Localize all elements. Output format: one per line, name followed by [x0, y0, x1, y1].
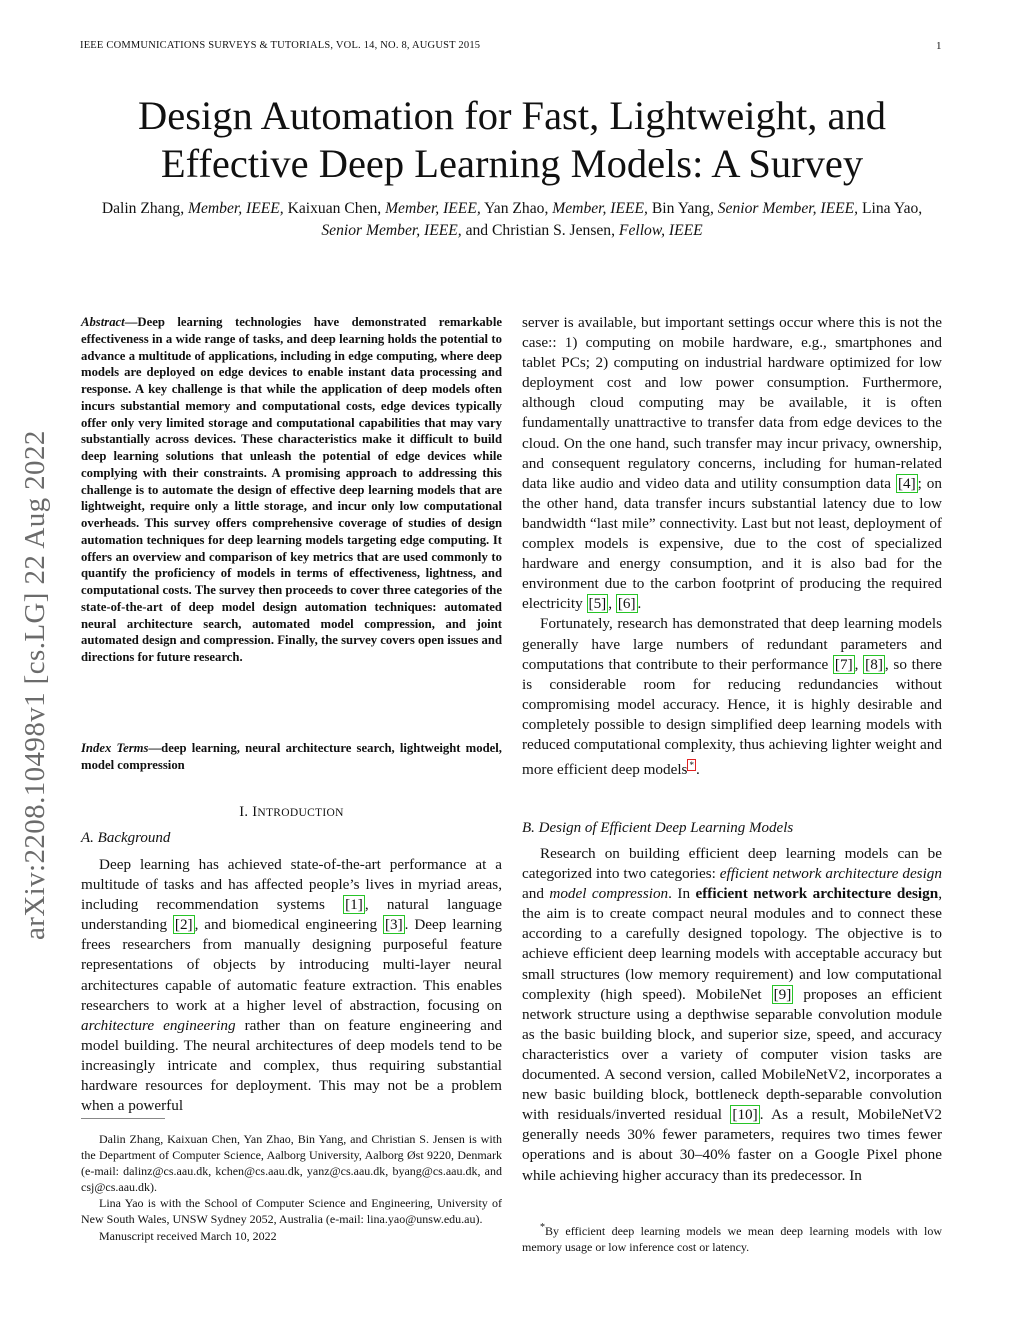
- author-role: Senior Member, IEEE,: [717, 200, 859, 217]
- citation-link[interactable]: [7]: [834, 655, 853, 673]
- citation-link[interactable]: [6]: [617, 595, 636, 613]
- author-role: Member, IEEE,: [552, 200, 648, 217]
- page-number: 1: [936, 40, 942, 52]
- author-name: Bin Yang,: [651, 200, 714, 217]
- footnote-mark: *: [540, 1222, 545, 1233]
- section-heading: I. INTRODUCTION: [239, 804, 344, 820]
- body-paragraph: Deep learning has achieved state-of-the-art performance at a multitude of tasks and has affected people’s lives in myriad areas, including recommendation systems [1] , natural language understanding [2] , and biomedical engineering [3] . Deep learning frees researchers from manually designing purposeful feature representations of objects by introducing multi-layer neural architectures capable of automatic feature extraction. This enables researchers to work at a higher level of abstraction, focusing on architecture engineering rather than on feature engineering and model building. The neural architectures of deep models tend to be increasingly intricate and complex, thus requiring substantial hardware resources for deployment. This may not be a problem when a powerful: [81, 856, 503, 1115]
- citation-link[interactable]: [1]: [345, 896, 363, 914]
- footnote: Dalin Zhang, Kaixuan Chen, Yan Zhao, Bin Yang, and Christian S. Jensen is with the Department of Computer Science, Aalborg University, Aalborg Øst 9220, Denmark (e-mail: dalinz@cs.aau.dk, kchen@cs.aau.dk, yanz@cs.aau.dk, byang@cs.aau.dk, and csj@cs.aau.dk).: [81, 1132, 502, 1195]
- footnote-divider: [81, 1118, 165, 1119]
- subsection-heading: A. Background: [81, 830, 171, 846]
- efficiency-footnote: *By efficient deep learning models we mean deep learning models with low memory usage or low inference cost or latency.: [522, 1222, 942, 1255]
- index-terms: [81, 740, 502, 774]
- index-terms-text: —deep learning, neural architecture search, lightweight model, model compression: [81, 741, 502, 772]
- arxiv-identifier: arXiv:2208.10498v1 [cs.LG] 22 Aug 2022: [19, 430, 51, 940]
- citation-link[interactable]: [8]: [865, 655, 883, 673]
- abstract-label: Abstract: [81, 315, 125, 329]
- index-terms-label: Index Terms: [81, 741, 149, 755]
- citation-link[interactable]: [3]: [384, 916, 403, 934]
- author-role: Fellow, IEEE: [618, 222, 703, 239]
- author-name: Yan Zhao,: [484, 200, 549, 217]
- author-role: Member, IEEE,: [385, 200, 481, 217]
- citation-link[interactable]: [2]: [174, 916, 193, 934]
- title-line-2: Effective Deep Learning Models: A Survey: [160, 141, 864, 186]
- abstract-text: —Deep learning technologies have demonstrated remarkable effectiveness in a wide range of tasks, and deep learning holds the potential to advance a multitude of applications, including in edge computing, where deep models are deployed on edge devices to enable instant data processing and response. A key challenge is that while the application of deep models often incurs substantial memory and computational costs, edge devices typically offer only very limited storage and computational capabilities that may vary substantially across devices. These characteristics make it difficult to build deep learning solutions that unleash the potential of edge devices while complying with their constraints. A promising approach to addressing this challenge is to automate the design of effective deep learning models that are lightweight, require only a little storage, and incur only low computational overheads. This survey offers comprehensive coverage of studies of design automation techniques for deep learning models targeting edge computing. It offers an overview and comparison of key metrics that are used commonly to quantify the proficiency of models in terms of effectiveness, lightness, and computational costs. The survey then proceeds to cover three categories of the state-of-the-art of deep model design automation techniques: automated neural architecture search, automated model compression, and joint automated design and compression. Finally, the survey covers open issues and directions for future research.: [81, 315, 502, 664]
- title-line-1: Design Automation for Fast, Lightweight, and: [137, 93, 887, 138]
- journal-header: IEEE COMMUNICATIONS SURVEYS & TUTORIALS, VOL. 14, NO. 8, AUGUST 2015: [80, 40, 481, 51]
- body-paragraph: server is available, but important settings occur where this is not the case:: 1) computing on mobile hardware, e.g., smartphones and tablet PCs; 2) computing on industrial hardware optimized for low deployment cost and low power consumption. Furthermore, although cloud computing may be available, it is often fundamentally unattractive to transfer data from edge devices to the cloud. On the one hand, such transfer may incur privacy, ownership, and consequent regulatory concerns, including for human-related data like audio and video data and utility consumption data [4] ; on the other hand, data transfer incurs substantial latency due to low bandwidth “last mile” connectivity. Last but not least, deployment of complex models is expensive, due to the cost of specialized hardware and energy consumption, and it is also bad for the environment due to the carbon footprint of producing the required electricity [5] , [6] . Fortunately, research has demonstrated that deep learning models generally have large numbers of redundant parameters and computations that contribute to their performance [7] , [8] , so there is considerable room for reducing redundancies without compromising model accuracy. Hence, it is highly desirable and completely possible to design simplified deep learning models with reduced computational complexity, thus achieving lighter weight and more efficient deep models * .: [522, 314, 942, 779]
- author-name: and Christian S. Jensen,: [465, 222, 616, 239]
- footnote: Manuscript received March 10, 2022: [99, 1228, 277, 1243]
- footnote: Lina Yao is with the School of Computer Science and Engineering, University of New South Wales, UNSW Sydney 2052, Australia (e-mail: lina.yao@unsw.edu.au).: [81, 1196, 502, 1227]
- author-list: [90, 198, 934, 242]
- author-name: Dalin Zhang,: [101, 200, 185, 217]
- author-name: Kaixuan Chen,: [287, 200, 382, 217]
- author-role: Member, IEEE,: [188, 200, 284, 217]
- footnote-marker-link[interactable]: *: [689, 760, 694, 771]
- citation-link[interactable]: [4]: [897, 474, 916, 492]
- abstract: [81, 314, 502, 666]
- citation-link[interactable]: [10]: [732, 1106, 758, 1124]
- subsection-heading: B. Design of Efficient Deep Learning Models: [522, 820, 794, 836]
- author-role: Senior Member, IEEE,: [321, 222, 462, 239]
- paper-title: [60, 92, 964, 188]
- citation-link[interactable]: [9]: [773, 985, 792, 1003]
- author-footnotes: [81, 1131, 502, 1244]
- author-name: Lina Yao,: [861, 200, 923, 217]
- body-paragraph: Research on building efficient deep learning models can be categorized into two categories: efficient network architecture design and model compression. In efficient network architecture design, the aim is to create compact neural modules and to connect these according to a carefully designed topology. The objective is to achieve efficient deep learning models with acceptable accuracy but small structures (low memory requirement) and low computational complexity (high speed). MobileNet [9] proposes an efficient network structure using a depthwise separable convolution module as the basic building block, and superior size, speed, and accuracy characteristics over a variety of computer vision tasks are documented. A second version, called MobileNetV2, incorporates a new basic building block, bottleneck depth-separable convolution with residuals/inverted residual [10] . As a result, MobileNetV2 generally needs 30% fewer parameters, requires two times fewer operations and is about 30–40% faster on a Google Pixel phone while achieving higher accuracy than its predecessor. In: [522, 845, 943, 1184]
- citation-link[interactable]: [5]: [588, 595, 607, 613]
